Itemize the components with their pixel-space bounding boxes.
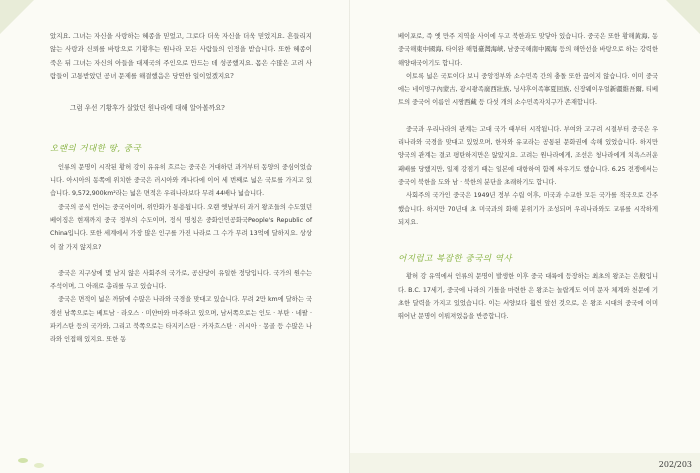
- body-paragraph: 중국은 면적이 넓은 까닭에 수많은 나라와 국경을 맞대고 있습니다. 무려 2만 km에 달하는 국경선 남쪽으로는 베트남 · 라오스 · 미얀마와 마주하고 있으며, 남서쪽으로는 인도 · 부탄 · 네팔 · 파키스탄 등의 국가와, 그리고 북쪽으로는 타지키스탄 · 카자흐스탄 · 러시아 · 몽골 등 수많은 나라와 인접해 있지요. 또한 동: [50, 296, 312, 344]
- section-question: 그럼 우선 기황후가 살았던 원나라에 대해 알아볼까요?: [70, 104, 225, 113]
- left-column: [50, 30, 312, 347]
- section-heading-history: 어지럽고 복잡한 중국의 역사: [398, 254, 513, 265]
- body-paragraph: 중국의 공식 언어는 중국어이며, 위안화가 통용됩니다. 오랜 옛날부터 과거 왕조들의 수도였던 베이징은 현재까지 중국 정부의 수도이며, 정식 명칭은 중화인민공화국People's Republic of China입니다. 또한 세계에서 가장 많은 인구를 가진 나라로 그 수가 무려 13억에 달하지요. 상상이 잘 가지 않지요?: [50, 203, 312, 251]
- body-paragraph: 사회주의 국가인 중국은 1949년 정부 수립 이후, 미국과 수교한 모든 국가를 적국으로 간주했습니다. 하지만 70년대 초 미국과의 화해 분위기가 조성되며 우리나라와도 교류를 시작하게 되지요.: [398, 192, 658, 226]
- right-page: [350, 0, 700, 473]
- body-paragraph: 중국과 우리나라의 관계는 고대 국가 때부터 시작됩니다. 부여와 고구려 시절부터 중국은 우리나라와 국경을 맞대고 있었으며, 한자와 유교라는 공통된 문화권에 속해 있었습니다. 하지만 양국의 관계는 결코 평탄하지만은 않았지요. 고려는 원나라에게, 조선은 청나라에게 치욕스러운 패배를 당했지만, 일제 강점기 때는 일본에 대항하여 함께 싸우기도 했습니다. 6.25 전쟁에서는 중국이 북한을 도와 남 · 북한의 분단을 초래하기도 합니다.: [398, 125, 658, 186]
- right-column: [398, 30, 658, 324]
- section-heading-china: 오랜의 거대한 땅, 중국: [50, 144, 142, 155]
- body-paragraph: 베이포로, 즉 옛 만주 지역을 사이에 두고 북한과도 맞닿아 있습니다. 중국은 또한 황해黃海, 동중국해東中國海, 타이완 해협臺灣海峽, 남중국해南中國海 등의 해안선을 바탕으로 하는 강력한 해양대국이기도 합니다.: [398, 33, 658, 67]
- body-paragraph: 황허 강 유역에서 인류의 문명이 발생한 이후 중국 대륙에 등장하는 최초의 왕조는 은殷입니다. B.C. 17세기, 중국에 나라의 기틀을 마련한 은 왕조는 놀랍게도 이미 문자 체계와 천문에 기초한 달력을 가지고 있었습니다. 이는 서양보다 훨씬 앞선 것으로, 은 왕조 시대의 중국에 이미 뛰어난 문명이 이뤄져었음을 반증합니다.: [398, 273, 658, 321]
- leaf-decoration: [18, 458, 28, 463]
- page-number: 202/203: [658, 460, 692, 469]
- footer-strip: [350, 453, 700, 473]
- leaf-decoration: [34, 463, 44, 468]
- body-paragraph: 이토록 넓은 국토이다 보니 중앙정부와 소수민족 간의 충돌 또한 끊이지 않습니다. 이미 중국에는 네이멍구內蒙古, 광시좡족廣西壯族, 닝샤후이족寧夏回族, 신장웨이우얼新疆維吾爾, 티베트의 중국어 이름인 시짱西藏 등 다섯 개의 소수민족자치구가 존재합니다.: [398, 72, 658, 107]
- page-corner-fold: [666, 0, 700, 34]
- body-paragraph: 인류의 문명이 시작된 황허 강이 유유히 흐르는 중국은 거대하던 과거부터 동양의 중심이었습니다. 아시아의 동쪽에 위치한 중국은 러시아와 캐나다에 이어 세 번째로 넓은 국토를 가지고 있습니다. 9,572,900km²라는 넓은 면적은 우리나라보다 무려 44배나 넓습니다.: [50, 163, 312, 198]
- body-paragraph: 중국은 지구상에 몇 남지 않은 사회주의 국가로, 공산당이 유일한 정당입니다. 국가의 원수는 주석이며, 그 아래로 총리를 두고 있습니다.: [50, 269, 312, 291]
- page-corner-fold: [0, 0, 34, 34]
- intro-paragraph: 았지요. 그녀는 자신을 사랑하는 혜종을 믿었고, 그로다 더욱 자신을 더욱 믿었지요. 흔들리지 않는 사랑과 신뢰를 바탕으로 기황후는 원나라 모든 사람들의 인정을 받습니다. 또한 혜종이 죽은 뒤 그녀는 자신의 아들을 대제국의 주인으로 만드는 데 성공했지요. 몸은 수많은 고려 사람들이 고통받았던 공녀 문제를 해결했음은 당연한 일이었겠지요?: [50, 32, 312, 80]
